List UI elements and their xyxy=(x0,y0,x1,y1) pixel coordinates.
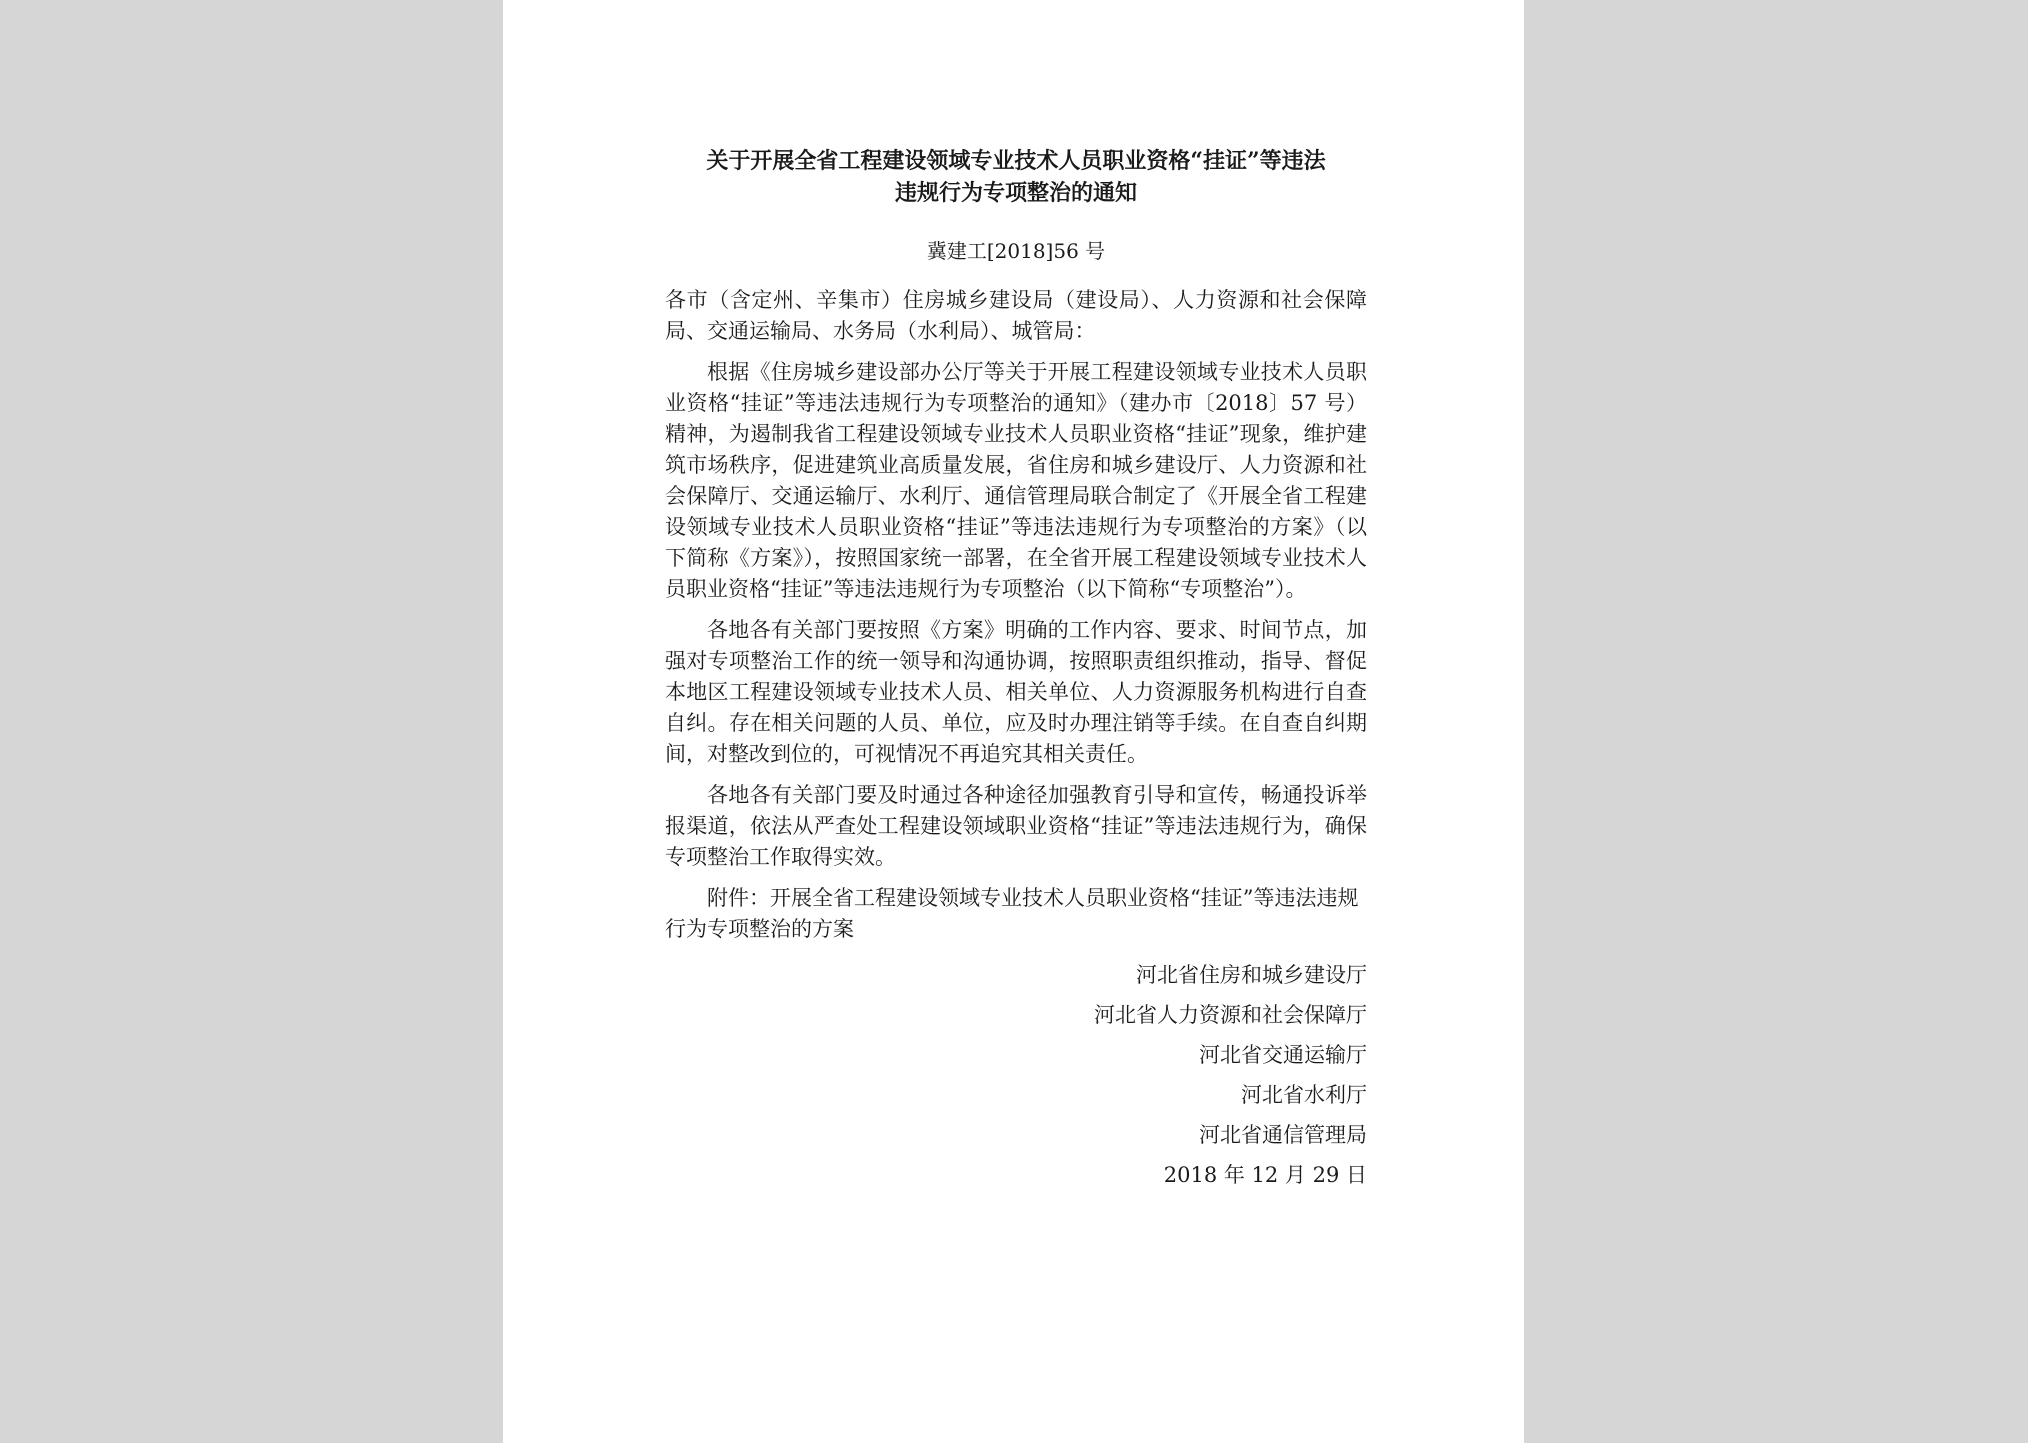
signer-water-dept: 河北省水利厅 xyxy=(1241,1083,1367,1107)
signers-block xyxy=(665,955,1367,1195)
title-line-1: 关于开展全省工程建设领域专业技术人员职业资格“挂证”等违法 xyxy=(706,148,1326,174)
document-page xyxy=(503,0,1524,1443)
document-title xyxy=(665,145,1367,209)
signer-comm-bureau: 河北省通信管理局 xyxy=(1199,1123,1367,1147)
document-number: 冀建工[2018]56 号 xyxy=(926,239,1106,263)
paragraph-publicity: 各地各有关部门要及时通过各种途径加强教育引导和宣传，畅通投诉举报渠道，依法从严查处工程建设领域职业资格“挂证”等违法违规行为，确保专项整治工作取得实效。 xyxy=(665,783,1367,869)
title-line-2: 违规行为专项整治的通知 xyxy=(894,180,1137,206)
salutation: 各市（含定州、辛集市）住房城乡建设局（建设局）、人力资源和社会保障局、交通运输局、水务局（水利局）、城管局： xyxy=(665,288,1367,343)
signer-hr-dept: 河北省人力资源和社会保障厅 xyxy=(1094,1003,1367,1027)
paragraph-requirements: 各地各有关部门要按照《方案》明确的工作内容、要求、时间节点，加强对专项整治工作的统一领导和沟通协调，按照职责组织推动，指导、督促本地区工程建设领域专业技术人员、相关单位、人力资源服务机构进行自查自纠。存在相关问题的人员、单位，应及时办理注销等手续。在自查自纠期间，对整改到位的，可视情况不再追究其相关责任。 xyxy=(665,618,1367,766)
document-content xyxy=(665,145,1367,1195)
signer-housing-dept: 河北省住房和城乡建设厅 xyxy=(1136,963,1367,987)
attachment-note: 附件：开展全省工程建设领域专业技术人员职业资格“挂证”等违法违规行为专项整治的方案 xyxy=(665,886,1359,941)
issue-date: 2018 年 12 月 29 日 xyxy=(1163,1163,1367,1187)
paragraph-basis: 根据《住房城乡建设部办公厅等关于开展工程建设领域专业技术人员职业资格“挂证”等违法违规行为专项整治的通知》（建办市〔2018〕57 号）精神，为遏制我省工程建设领域专业技术人员职业资格“挂证”现象，维护建筑市场秩序，促进建筑业高质量发展，省住房和城乡建设厅、人力资源和社会保障厅、交通运输厅、水利厅、通信管理局联合制定了《开展全省工程建设领域专业技术人员职业资格“挂证”等违法违规行为专项整治的方案》（以下简称《方案》），按照国家统一部署，在全省开展工程建设领域专业技术人员职业资格“挂证”等违法违规行为专项整治（以下简称“专项整治”）。 xyxy=(665,360,1367,601)
signer-transport-dept: 河北省交通运输厅 xyxy=(1199,1043,1367,1067)
